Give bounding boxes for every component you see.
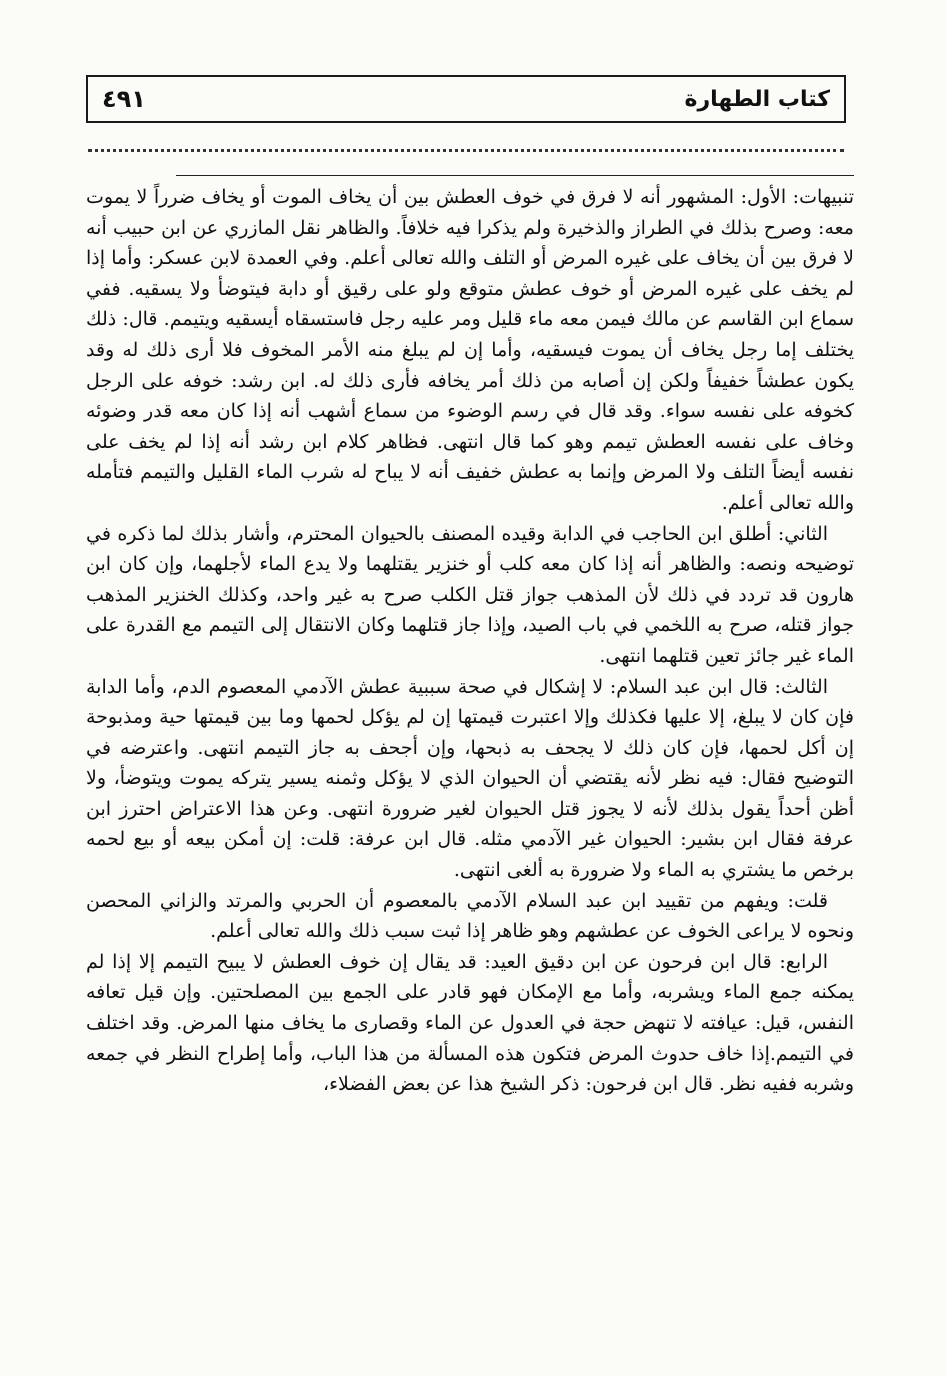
- paragraph-second: الثاني: أطلق ابن الحاجب في الدابة وقيده المصنف بالحيوان المحترم، وأشار بذلك لما ذكره في توضيحه ونصه: والظاهر أنه إذا كان معه كلب أو خنزير يقتلهما ولا يدع الماء لأجلهما، وإن كان ابن هارون قد تردد في ذلك لأن المذهب جواز قتل الكلب صرح به غير واحد، وكذلك الخنزير المذهب جواز قتله، صرح به اللخمي في باب الصيد، وإذا جاز قتلهما وكان الانتقال إلى التيمم مع القدرة على الماء غير جائز تعين قتلهما انتهى.: [86, 522, 854, 667]
- dotted-separator: [88, 149, 844, 152]
- paragraph-third: الثالث: قال ابن عبد السلام: لا إشكال في صحة سببية عطش الآدمي المعصوم الدم، وأما الدابة فإن كان لا يبلغ، إلا عليها فكذلك وإلا اعتبرت قيمتها إن لم يؤكل لحمها وما بين قيمتها حية ومذبوحة إن أكل لحمها، فإن كان ذلك لا يجحف به ذبحها، وإن أجحف به جاز التيمم انتهى. واعترضه في التوضيح فقال: فيه نظر لأنه يقتضي أن الحيوان الذي لا يؤكل وثمنه يسير يتركه يموت ويتوضأ، ولا أظن أحداً يقول بذلك لأنه لا يجوز قتل الحيوان لغير ضرورة انتهى. وعن هذا الاعتراض احترز ابن عرفة فقال ابن بشير: الحيوان غير الآدمي مثله. قال ابن عرفة: قلت: إن أمكن بيعه أو بيع لحمه برخص ما يشتري به الماء ولا ضرورة به ألغى انتهى.: [86, 675, 854, 882]
- book-title: كتاب الطهارة: [684, 86, 830, 112]
- paragraph-fourth: الرابع: قال ابن فرحون عن ابن دقيق العيد: قد يقال إن خوف العطش لا يبيح التيمم إلا إذا لم يمكنه جمع الماء ويشربه، وأما مع الإمكان فهو قادر على الجمع بين المصلحتين. وإن قيل تعافه النفس، قيل: عيافته لا تنهض حجة في العدول عن الماء وقصارى ما يخاف منها المرض. وقد اختلف في التيمم.إذا خاف حدوث المرض فتكون هذه المسألة من هذا الباب، وأما إطراح النظر في جمعه وشربه ففيه نظر. قال ابن فرحون: ذكر الشيخ هذا عن بعض الفضلاء،: [86, 950, 854, 1096]
- page-number: ٤٩١: [102, 85, 146, 113]
- page-body: [86, 182, 854, 1100]
- running-header: [86, 75, 846, 123]
- paragraph-note: قلت: ويفهم من تقييد ابن عبد السلام الآدمي بالمعصوم أن الحربي والمرتد والزاني المحصن ونحوه لا يراعى الخوف عن عطشهم وهو ظاهر إذا ثبت سبب ذلك والله تعالى أعلم.: [86, 889, 854, 943]
- header-rule: [176, 175, 854, 176]
- paragraph-tanbihat-first: تنبيهات: الأول: المشهور أنه لا فرق في خوف العطش بين أن يخاف الموت أو يخاف ضرراً لا يموت معه: وصرح بذلك في الطراز والذخيرة ولم يذكرا فيه خلافاً. والظاهر نقل المازري عن ابن حبيب أنه لا فرق بين أن يخاف على غيره المرض أو التلف والله تعالى أعلم. وفي العمدة لابن عسكر: وأما إذا لم يخف على غيره المرض أو خوف عطش متوقع ولو على رقيق أو دابة فيتوضأ ولا يسقيه. ففي سماع ابن القاسم عن مالك فيمن معه ماء قليل ومر عليه رجل فاستسقاه أيسقيه ويتيمم. قال: ذلك يختلف إما رجل يخاف أن يموت فيسقيه، وأما إن لم يبلغ منه الأمر المخوف فلا أرى ذلك له وقد يكون عطشاً خفيفاً ولكن إن أصابه من ذلك أمر يخافه فأرى ذلك له. ابن رشد: خوفه على الرجل كخوفه على نفسه سواء. وقد قال في رسم الوضوء من سماع أشهب أنه إذا كان معه قدر وضوئه وخاف على نفسه العطش تيمم وهو كما قال انتهى. فظاهر كلام ابن رشد أنه إذا لم يخف على نفسه أيضاً التلف ولا المرض وإنما به عطش خفيف أنه لا يباح له شرب الماء القليل والتيمم فتأمله والله تعالى أعلم.: [86, 186, 855, 514]
